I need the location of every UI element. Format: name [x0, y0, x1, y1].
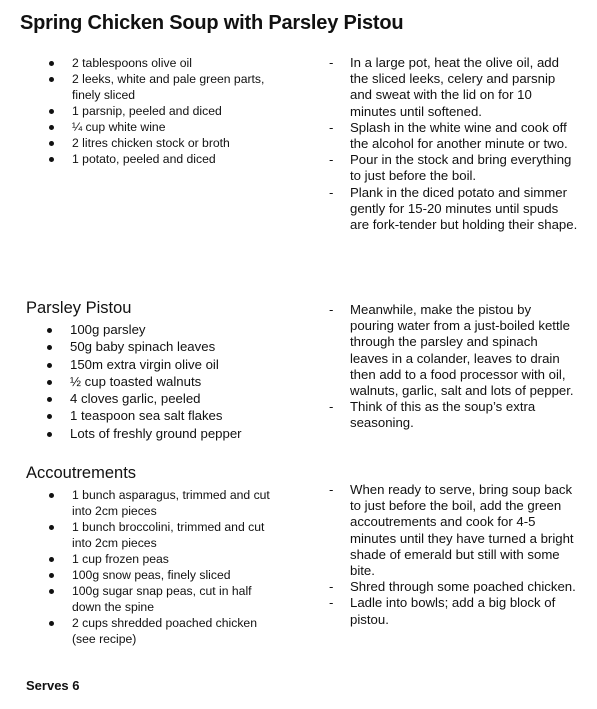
ingredient-item: Lots of freshly ground pepper — [47, 425, 307, 442]
pistou-method-list — [326, 302, 578, 432]
method-step: - Meanwhile, make the pistou by pouring water from a just-boiled kettle through the parsley and spinach leaves in a colander, leaves to drain then add to a food processor with oil, walnuts, garlic, salt and lots of pepper. — [326, 302, 578, 399]
ingredient-item: 100g sugar snap peas, cut in half down the spine — [49, 583, 284, 615]
method-step: - Ladle into bowls; add a big block of pistou. — [326, 595, 578, 627]
ingredient-item: 2 tablespoons olive oil — [49, 55, 274, 71]
ingredient-item: 100g snow peas, finely sliced — [49, 567, 284, 583]
ingredient-item: 50g baby spinach leaves — [47, 338, 307, 355]
soup-method-list — [326, 55, 578, 233]
method-step: - In a large pot, heat the olive oil, add the sliced leeks, celery and parsnip and sweat with the lid on for 10 minutes until softened. — [326, 55, 578, 120]
ingredient-item: 1 bunch asparagus, trimmed and cut into 2cm pieces — [49, 487, 284, 519]
ingredient-item: 1 cup frozen peas — [49, 551, 284, 567]
soup-ingredients-list — [49, 55, 274, 167]
ingredient-item: 4 cloves garlic, peeled — [47, 390, 307, 407]
ingredient-item: ¼ cup white wine — [49, 119, 274, 135]
method-step: - Think of this as the soup’s extra seasoning. — [326, 399, 578, 431]
ingredient-item: ½ cup toasted walnuts — [47, 373, 307, 390]
ingredient-item: 2 leeks, white and pale green parts, finely sliced — [49, 71, 274, 103]
accoutrements-ingredients-list — [49, 487, 284, 647]
pistou-heading: Parsley Pistou — [26, 299, 132, 317]
accoutrements-method-list — [326, 482, 578, 628]
method-step: - Plank in the diced potato and simmer gently for 15-20 minutes until spuds are fork-tender but holding their shape. — [326, 185, 578, 234]
ingredient-item: 1 parsnip, peeled and diced — [49, 103, 274, 119]
method-step: - Splash in the white wine and cook off the alcohol for another minute or two. — [326, 120, 578, 152]
method-step: - Pour in the stock and bring everything to just before the boil. — [326, 152, 578, 184]
ingredient-item: 150m extra virgin olive oil — [47, 356, 307, 373]
ingredient-item: 1 teaspoon sea salt flakes — [47, 407, 307, 424]
accoutrements-heading: Accoutrements — [26, 464, 137, 482]
method-step: - When ready to serve, bring soup back to just before the boil, add the green accoutrements and cook for 4-5 minutes until they have turned a bright shade of emerald but still with some bite. — [326, 482, 578, 579]
recipe-title: Spring Chicken Soup with Parsley Pistou — [20, 12, 404, 34]
ingredient-item: 2 litres chicken stock or broth — [49, 135, 274, 151]
pistou-ingredients-list — [47, 321, 307, 442]
method-step: - Shred through some poached chicken. — [326, 579, 578, 595]
ingredient-item: 100g parsley — [47, 321, 307, 338]
ingredient-item: 1 potato, peeled and diced — [49, 151, 274, 167]
ingredient-item: 2 cups shredded poached chicken (see recipe) — [49, 615, 284, 647]
ingredient-item: 1 bunch broccolini, trimmed and cut into 2cm pieces — [49, 519, 284, 551]
serves-label: Serves 6 — [26, 678, 80, 693]
